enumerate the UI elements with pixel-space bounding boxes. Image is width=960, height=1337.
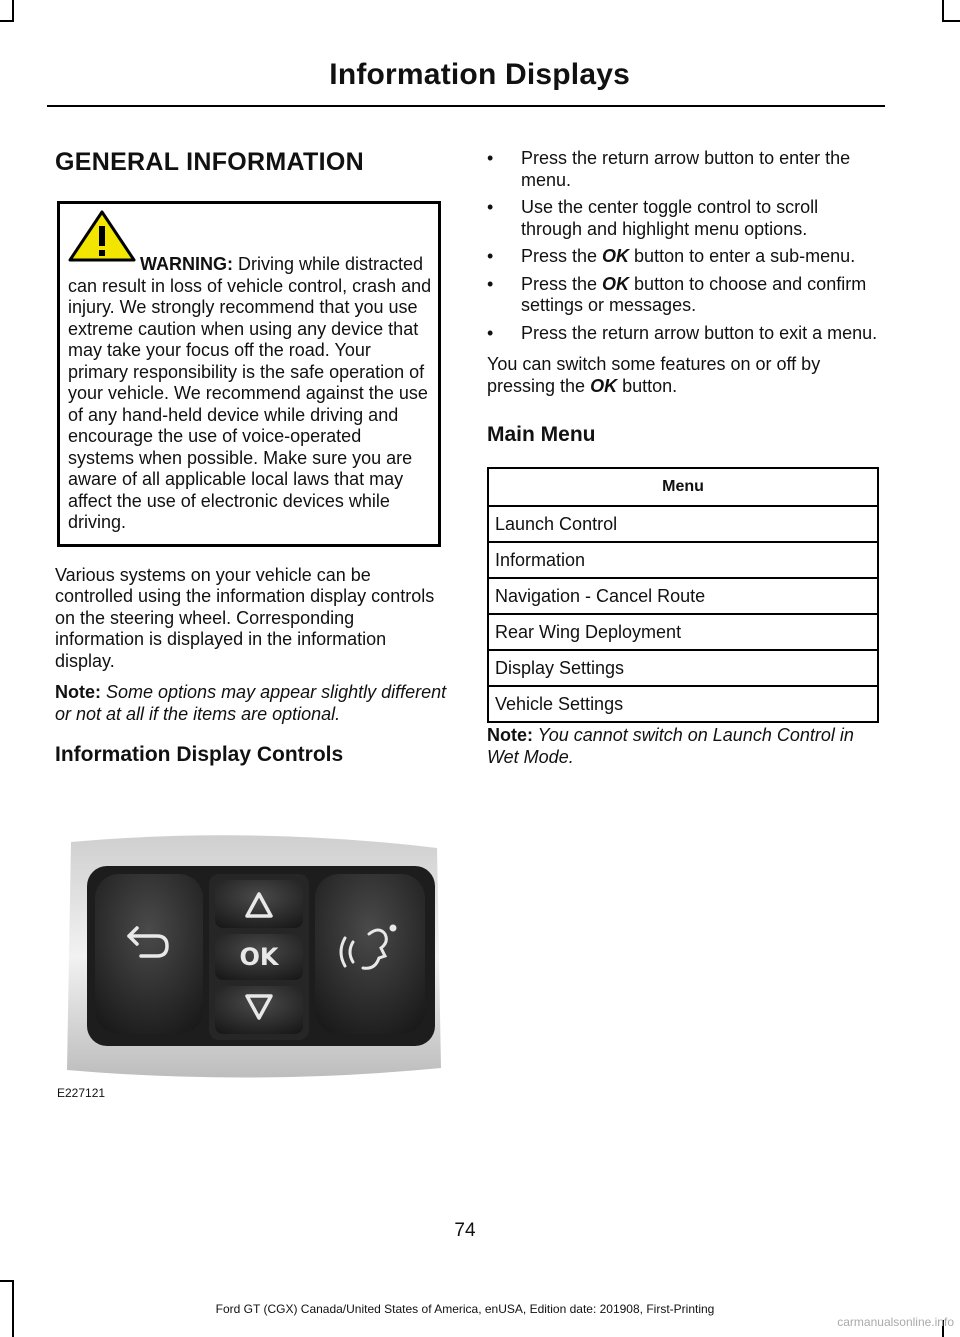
table-cell: Display Settings	[488, 650, 878, 686]
table-row	[488, 614, 878, 650]
header-divider	[47, 105, 885, 107]
page-number: 74	[454, 1220, 476, 1241]
list-text: Press the return arrow button to exit a menu.	[521, 322, 878, 343]
table-cell: Information	[488, 542, 878, 578]
crop-mark	[0, 20, 14, 22]
menu-table	[487, 467, 879, 723]
crop-mark	[942, 0, 944, 22]
instruction-list	[487, 148, 879, 344]
controls-title: Information Display Controls	[55, 743, 344, 766]
list-item	[487, 197, 879, 240]
watermark[interactable]: carmanualsonline.info	[837, 1315, 954, 1329]
table-row	[488, 650, 878, 686]
bullet: •	[487, 148, 494, 168]
list-text: button to choose and confirm settings or messages.	[521, 273, 867, 315]
list-text: button to enter a sub-menu.	[629, 246, 856, 266]
note-text: You cannot switch on Launch Control in Wet Mode.	[487, 725, 854, 767]
page-header-title: Information Displays	[329, 58, 630, 91]
illustration-code: E227121	[57, 1086, 106, 1100]
table-row	[488, 506, 878, 542]
main-menu-title: Main Menu	[487, 423, 596, 446]
note	[55, 682, 447, 725]
section-title: GENERAL INFORMATION	[55, 148, 364, 176]
list-item	[487, 274, 879, 317]
para-text: button.	[617, 375, 678, 396]
right-column	[487, 148, 879, 768]
ok-emphasis: OK	[602, 273, 630, 294]
crop-mark	[0, 1280, 14, 1282]
list-item	[487, 323, 879, 345]
table-row	[488, 542, 878, 578]
ok-emphasis: OK	[590, 375, 618, 396]
warning-triangle-icon	[68, 210, 136, 262]
edition-footer: Ford GT (CGX) Canada/United States of America, enUSA, Edition date: 201908, First-Printing	[215, 1302, 715, 1316]
list-text: Use the center toggle control to scroll through and highlight menu options.	[521, 197, 819, 239]
intro-paragraph: Various systems on your vehicle can be controlled using the information display controls on the steering wheel. Corresponding information is displayed in the information display.	[55, 564, 435, 671]
ok-emphasis: OK	[602, 246, 630, 266]
ok-label: OK	[239, 943, 279, 971]
warning-box	[57, 201, 441, 547]
bullet: •	[487, 273, 494, 294]
list-item	[487, 148, 879, 191]
left-column	[55, 148, 447, 767]
list-text: Press the	[521, 246, 603, 266]
table-cell: Vehicle Settings	[488, 686, 878, 722]
crop-mark	[12, 0, 14, 22]
note-text: Some options may appear slightly different or not at all if the items are optional.	[55, 682, 447, 724]
table-cell: Launch Control	[488, 506, 878, 542]
switch-paragraph	[487, 354, 879, 397]
bullet: •	[487, 246, 494, 266]
menu-table-header: Menu	[488, 468, 878, 506]
list-item	[487, 246, 879, 268]
note-label: Note:	[487, 725, 533, 745]
table-cell: Navigation - Cancel Route	[488, 578, 878, 614]
note-label: Note:	[55, 682, 101, 702]
table-row	[488, 686, 878, 722]
note	[487, 725, 879, 768]
table-cell: Rear Wing Deployment	[488, 614, 878, 650]
para-text: You can switch some features on or off by pressing the	[487, 354, 821, 396]
list-text: Press the return arrow button to enter the menu.	[521, 148, 851, 190]
list-text: Press the	[521, 273, 603, 294]
return-button	[95, 874, 203, 1034]
warning-lead: WARNING:	[140, 254, 233, 274]
crop-mark	[942, 20, 960, 22]
bullet: •	[487, 197, 494, 217]
bullet: •	[487, 322, 494, 343]
steering-wheel-controls-illustration	[57, 830, 449, 1090]
voice-button	[315, 874, 425, 1034]
warning-body: Driving while distracted can result in loss of vehicle control, crash and injury. We strongly recommend that you use extreme caution when using any device that may take your focus off the road. Your primary responsibility is the safe operation of your vehicle. We recommend against the use of any hand-held device while driving and encourage the use of voice-operated systems when possible. Make sure you are aware of all applicable local laws that may affect the use of electronic devices while driving.	[68, 254, 432, 532]
table-row	[488, 578, 878, 614]
